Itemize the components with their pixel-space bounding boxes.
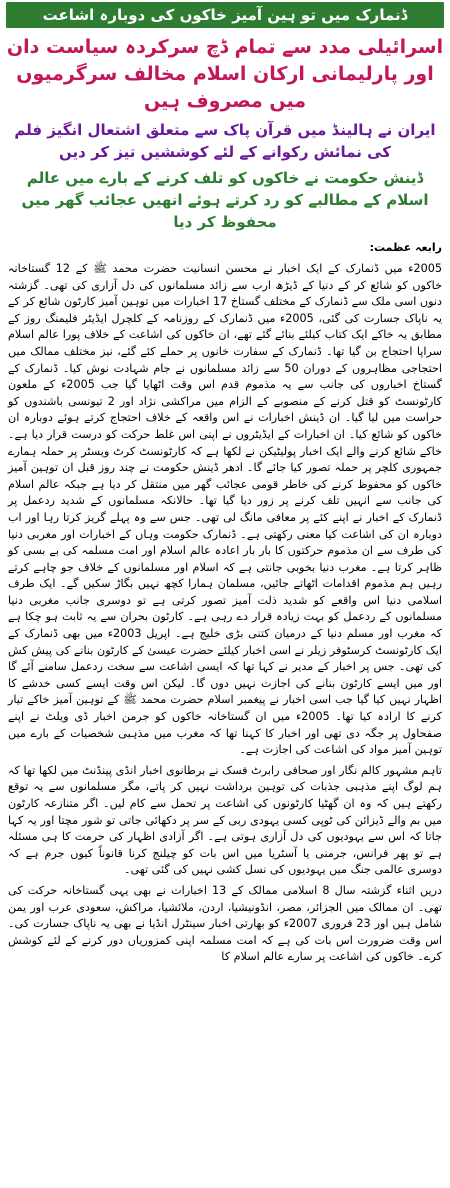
sub-headline-iran: ایران نے ہالینڈ میں قرآن پاک سے متعلق اشتعال انگیز فلم کی نمائش رکوانے کے لئے کوششیں تیز کر دیں (14, 121, 436, 161)
article-paragraph: دریں اثناء گزشتہ سال 8 اسلامی ممالک کے 13 اخبارات نے بھی یہی گستاخانہ حرکت کی تھی۔ ان ممالک میں الجزائر، مصر، انڈونیشیا، اردن، ملائشیا، مراکش، سعودی عرب اور یمن شامل ہیں اور 23 فروری 2007ء کو بھارتی اخبار سینٹرل انڈیا نے بھی یہ ناپاک جسارت کی۔ اس وقت ضرورت اس بات کی ہے کہ امت مسلمہ اپنی کمزوریاں دور کرنے کے لئے کوشش کرے۔ خاکوں کی اشاعت پر سارے عالم اسلام کا (8, 883, 443, 964)
author-byline: رابعہ عظمت: (369, 241, 442, 254)
section-banner: ڈنمارک میں تو ہین آمیز خاکوں کی دوبارہ اشاعت (6, 2, 444, 28)
main-headline: اسرائیلی مدد سے تمام ڈچ سرکردہ سیاست دان اور پارلیمانی ارکان اسلام مخالف سرگرمیوں میں مصروف ہیں (6, 36, 444, 112)
sub-headline-danish: ڈینش حکومت نے خاکوں کو تلف کرنے کے بارے میں عالم اسلام کے مطالبے کو رد کرتے ہوئے انھیں عجائب گھر میں محفوظ کر دیا (21, 169, 429, 231)
article-body (8, 261, 442, 966)
article-paragraph: تاہم مشہور کالم نگار اور صحافی رابرٹ فسک نے برطانوی اخبار انڈی پینڈنٹ میں لکھا تھا کہ ہم لوگ اپنے مذہبی جذبات کی توہین برداشت نہیں کر پاتے، مگر مسلمانوں سے یہ توقع رکھتے ہیں کہ وہ ان گھٹیا کارٹونوں کی اشاعت پر تحمل سے کام لیں۔ اگر متنازعہ کارٹون میں بم والے ڈیزائن کی ٹوپی کسی یہودی ربی کے سر پر دکھائی جاتی تو شور مچتا اور یہ کہا جاتا کہ اس سے یہودیوں کی دل آزاری ہوتی ہے۔ اگر آزادی اظہار کی حرمت کا ہی مسئلہ ہے تو پھر فرانس، جرمنی یا آسٹریا میں اس بات کو چیلنج کرنا قانوناً کیوں جرم ہے کہ دوسری عالمی جنگ میں یہودیوں کی نسل کشی نہیں کی گئی تھی۔ (8, 763, 442, 877)
article-paragraph: 2005ء میں ڈنمارک کے ایک اخبار نے محسن انسانیت حضرت محمد ﷺ کے 12 گستاخانہ خاکوں کو شائع کر کے دنیا کے ڈیڑھ ارب سے زائد مسلمانوں کی دل آزاری کی تھی۔ گزشتہ دنوں اسی ملک سے ڈنمارک کے مختلف گستاخ 17 اخبارات میں توہین آمیز کارٹون شائع کر کے یہ ناپاک جسارت کی گئی، 2005ء میں ڈنمارک کے روزنامہ کے کلچرل ایڈیٹر فلیمنگ روز کے مطابق یہ خاکے ایک کتاب کیلئے بنائے گئے تھے، ان خاکوں کی اشاعت کے خلاف پورا عالم اسلام سراپا احتجاج بن گیا تھا۔ ڈنمارک کے سفارت خانوں پر حملے کئے گئے، نیز مختلف ممالک میں احتجاجی مظاہروں کے دوران 50 سے زائد مسلمانوں نے جام شہادت نوش کیا۔ ڈنمارک کے گستاخ اخباروں کی جانب سے یہ مذموم قدم اس وقت اٹھایا گیا جب 2005ء کے ملعون کارٹونسٹ کو قتل کرنے کے منصوبے کے الزام میں مراکشی نژاد اور 2 تیونسی باشندوں کو حراست میں لیا گیا۔ ان ڈینش اخبارات نے اس واقعہ کے خلاف احتجاج کرتے ہوئے دوبارہ ان خاکوں کو شائع کیا۔ ان اخبارات کے ایڈیٹروں نے اپنی اس غلط حرکت کو درست قرار دیا ہے۔ خاکے شائع کرنے والے ایک اخبار پولیٹیکن نے لکھا ہے کہ کارٹونسٹ کرٹ ویسٹر پر حملہ ہمارے جمہوری کلچر پر حملہ تصور کیا جائے گا۔ ادھر ڈینش حکومت نے چند روز قبل ان توہین آمیز خاکوں کو محفوظ کرنے کی خاطر قومی عجائب گھر میں منتقل کر دیا ہے جبکہ عالم اسلام کی جانب سے انہیں تلف کرنے پر زور دیا گیا تھا۔ حالانکہ مسلمانوں کے شدید ردعمل پر ڈنمارک کے اخبار نے اپنے کئے پر معافی مانگ لی تھی۔ جس سے وہ پہلے گریز کرتا رہا اور اب دوبارہ ان کی اشاعت کیا معنی رکھتی ہے۔ ڈنمارک حکومت وہاں کے اخبارات اور مغربی دنیا کی طرف سے ان مذموم حرکتوں کا بار بار اعادہ عالم اسلام اور امت مسلمہ کی بے بسی کو ظاہر کرتا ہے۔ مغرب دنیا بخوبی جانتی ہے کہ اسلام اور مسلمانوں کے خلاف جو چاہے کرتے رہیں ہم مذموم اقدامات اٹھاتے جائیں، مسلمان ہمارا کچھ نہیں بگاڑ سکیں گے۔ ایک طرف اسلامی دنیا اس واقعے کو شدید ذلت آمیز تصور کرتی ہے تو دوسری جانب مغربی دنیا مسلمانوں کے ردعمل کو بہت زیادہ قرار دے رہی ہے۔ کارٹون بحران سے یہ ثابت ہو چکا ہے کہ مغرب اور مسلم دنیا کے درمیان کتنی بڑی خلیج ہے۔ اپریل 2003ء میں بھی ڈنمارک کے ایک کارٹونسٹ کرسٹوفر زیلر نے اسی اخبار کیلئے حضرت عیسیٰ کے کارٹون بنانے کی پیش کش کی تھی۔ جس پر اخبار کے مدیر نے کہا تھا کہ ایسی اشاعت سے سخت ردعمل سامنے آئے گا اور میں ایسے کارٹون بنانے کی اجازت نہیں دوں گا۔ لیکن اس وقت ایسے کسی خدشے کا اظہار نہیں کیا گیا جب اسی اخبار نے پیغمبر اسلام حضرت محمد ﷺ کے توہین آمیز خاکے تیار کرنے کا ارادہ کیا تھا۔ 2005ء میں ان گستاخانہ خاکوں کو جرمن اخبار ڈی ویلٹ نے اپنے صفحاول پر جگہ دی تھی اور اخبار کا کہنا تھا کہ مغرب میں مذہبی شخصیات کے بارے میں توہین آمیز مواد کی اشاعت کی اجازت ہے۔ (8, 262, 443, 757)
article-page (0, 2, 450, 1188)
